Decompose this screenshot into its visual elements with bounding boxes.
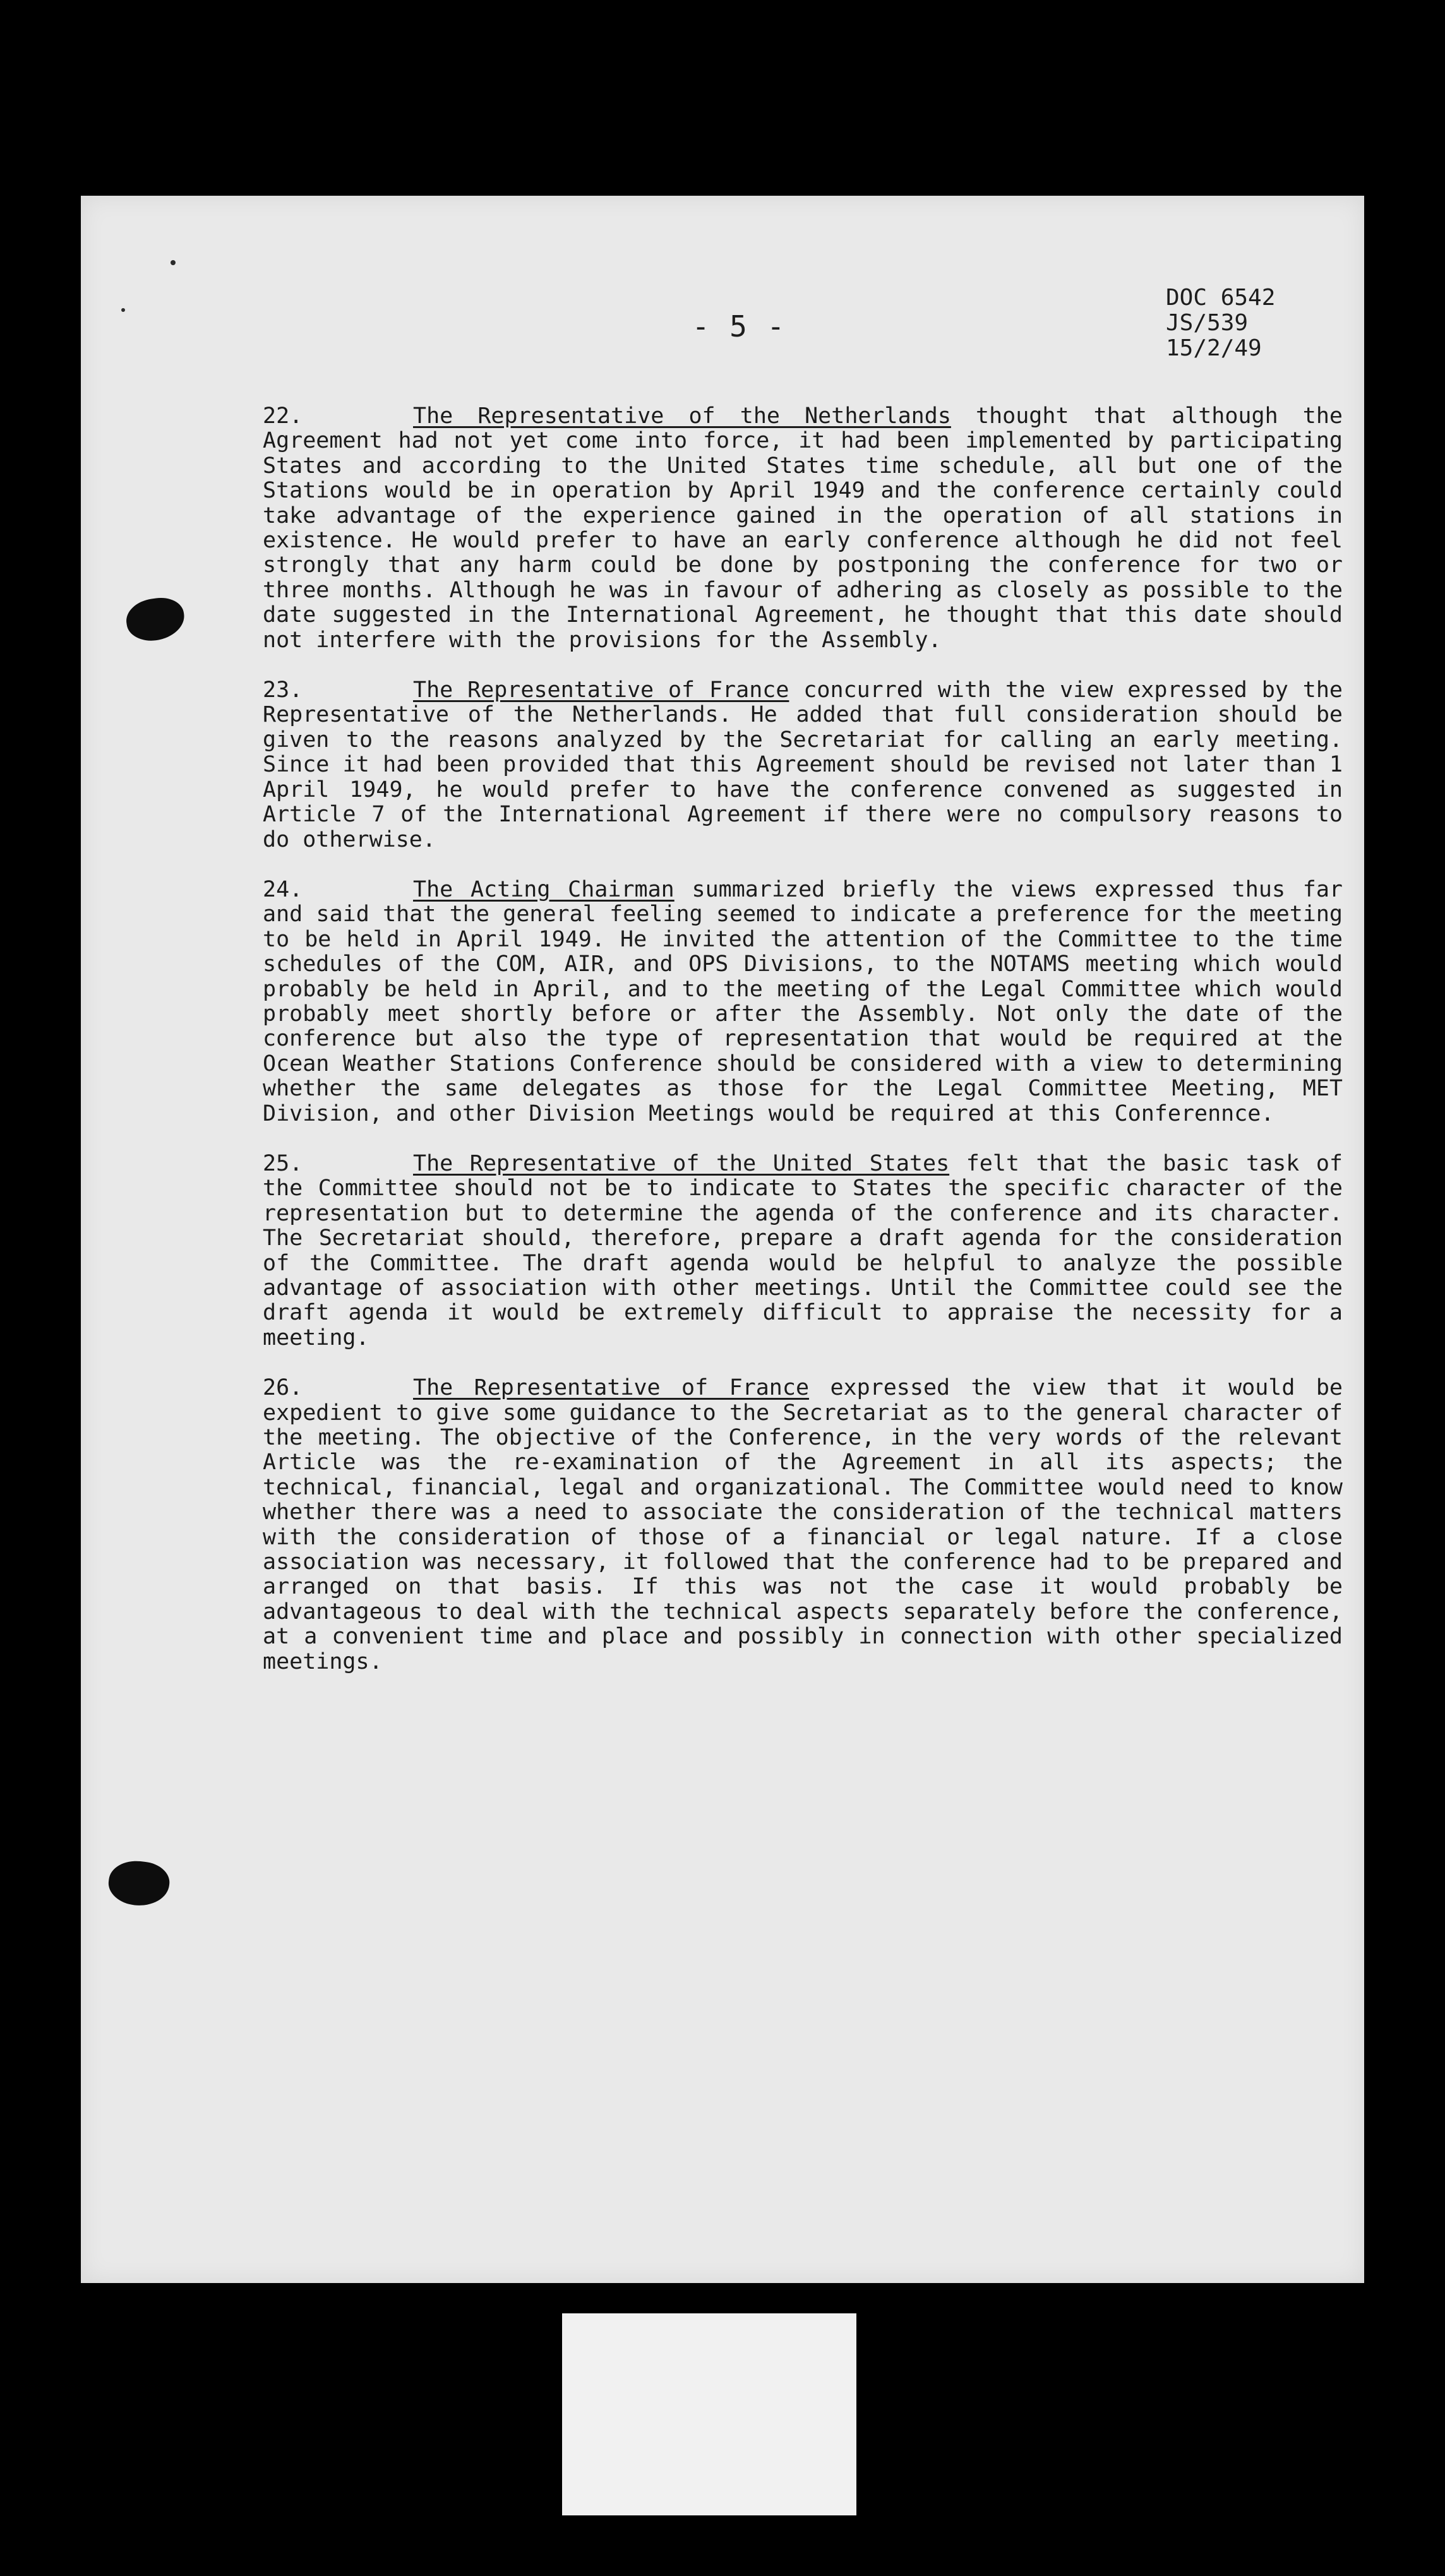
paragraph-text: thought that although the Agreement had not yet come into force, it had been implemented by participating States and according to the United States time schedule, all but one of the Stations would be in operation by April 1949 and the conference certainly could take advantage of the experience gained in the operation of all stations in existence. He would prefer to have an early conference although he did not feel strongly that any harm could be done by postponing the conference for two or three months. Although he was in favour of adhering as closely as possible to the date suggested in the International Agreement, he thought that this date should not interfere with the provisions for the Assembly.: [263, 403, 1343, 653]
dust-speck: [121, 308, 125, 312]
js-reference: JS/539: [1166, 310, 1249, 336]
minutes-body: [263, 404, 1343, 1700]
paragraph-text: concurred with the view expressed by the Representative of the Netherlands. He added that full consideration should be given to the reasons analyzed by the Secretariat for calling an early meeting. Since it had been provided that this Agreement should be revised not later than 1 April 1949, he would prefer to have the conference convened as suggested in Article 7 of the International Agreement if there were no compulsory reasons to do otherwise.: [263, 677, 1343, 852]
paragraph-25: [263, 1152, 1343, 1351]
paragraph-number: 23.: [263, 677, 303, 703]
paragraph-23: [263, 678, 1343, 852]
doc-number: DOC 6542: [1166, 285, 1276, 311]
speaker-name: The Representative of the Netherlands: [413, 403, 951, 429]
page-number: - 5 -: [692, 309, 786, 343]
paragraph-24: [263, 878, 1343, 1126]
paragraph-number: 26.: [263, 1375, 303, 1401]
dust-speck: [171, 260, 176, 265]
target-card: [562, 2313, 856, 2515]
paragraph-22: [263, 404, 1343, 653]
speaker-name: The Representative of France: [413, 677, 789, 703]
paragraph-text: felt that the basic task of the Committee should not be to indicate to States the specific character of the representation but to determine the agenda of the conference and its character. The Secretariat should, therefore, prepare a draft agenda for the consideration of the Committee. The draft agenda would be helpful to analyze the possible advantage of association with other meetings. Until the Committee could see the draft agenda it would be extremely difficult to appraise the necessity for a meeting.: [263, 1150, 1343, 1351]
document-reference: [1166, 285, 1275, 361]
paragraph-number: 24.: [263, 876, 303, 902]
speaker-name: The Acting Chairman: [413, 876, 675, 902]
paragraph-26: [263, 1376, 1343, 1674]
paragraph-text: summarized briefly the views expressed thus far and said that the general feeling seemed to indicate a preference for the meeting to be held in April 1949. He invited the attention of the Committee to the time schedules of the COM, AIR, and OPS Divisions, to the NOTAMS meeting which would probably be held in April, and to the meeting of the Legal Committee which would probably meet shortly before or after the Assembly. Not only the date of the conference but also the type of representation that would be required at the Ocean Weather Stations Conference should be considered with a view to determining whether the same delegates as those for the Legal Committee Meeting, MET Division, and other Division Meetings would be required at this Conferennce.: [263, 876, 1343, 1126]
speaker-name: The Representative of the United States: [413, 1150, 950, 1176]
paragraph-number: 25.: [263, 1150, 303, 1176]
speaker-name: The Representative of France: [413, 1375, 810, 1401]
paragraph-number: 22.: [263, 403, 303, 429]
document-date: 15/2/49: [1166, 335, 1262, 361]
paragraph-text: expressed the view that it would be expedient to give some guidance to the Secretariat as to the general character of the meeting. The objective of the Conference, in the very words of the relevant Article was the re-examination of the Agreement in all its aspects; the technical, financial, legal and organizational. The Committee would need to know whether there was a need to associate the consideration of the technical matters with the consideration of those of a financial or legal nature. If a close association was necessary, it followed that the conference had to be prepared and arranged on that basis. If this was not the case it would probably be advantageous to deal with the technical aspects separately before the conference, at a convenient time and place and possibly in connection with other specialized meetings.: [263, 1375, 1343, 1674]
